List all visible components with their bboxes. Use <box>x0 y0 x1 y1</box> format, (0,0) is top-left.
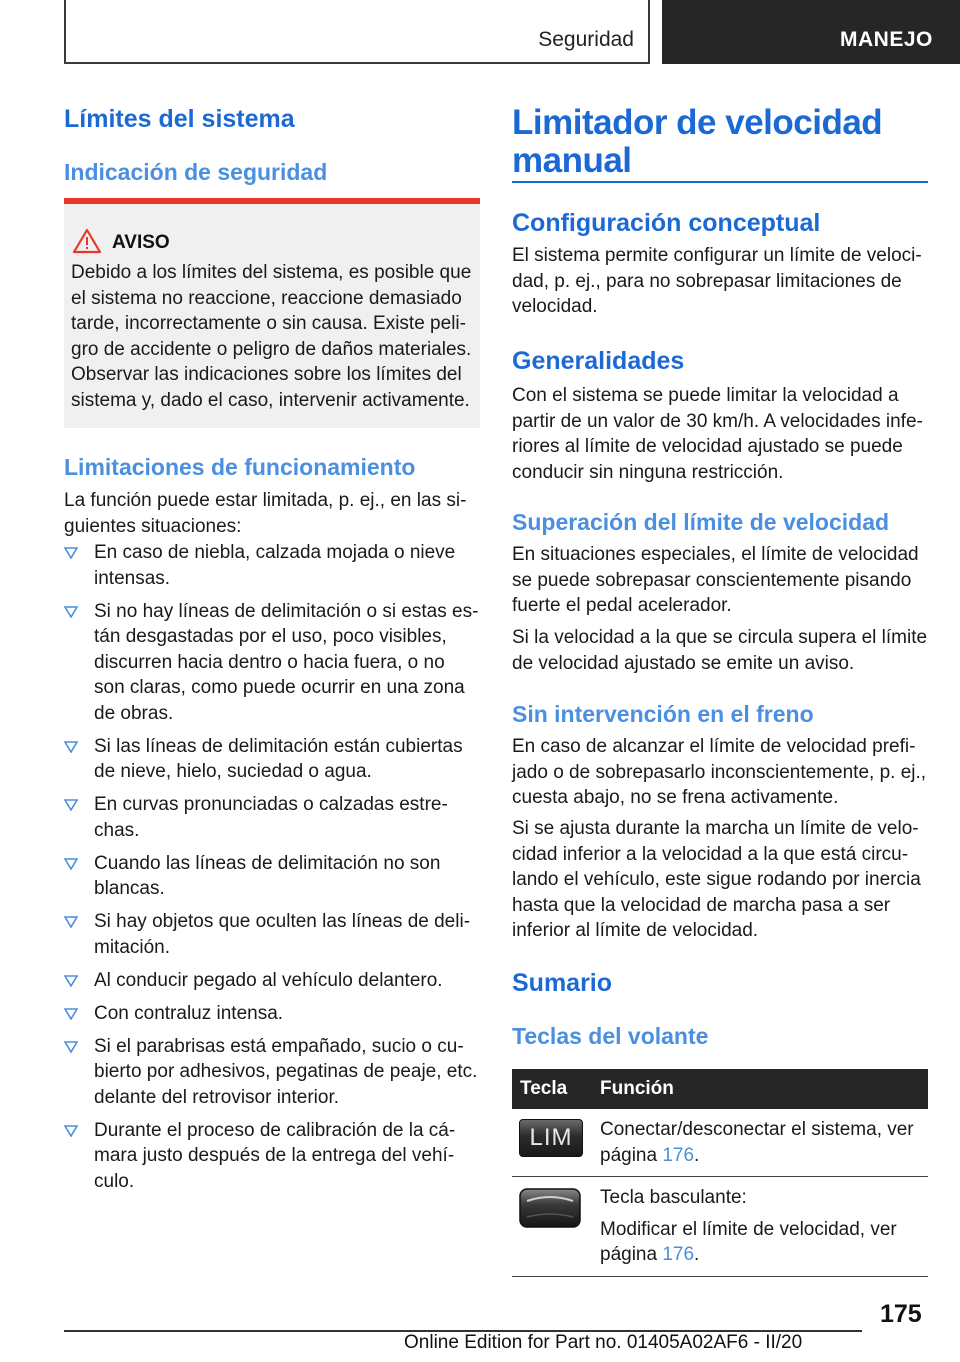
limitations-intro: La función puede estar limitada, p. ej., en las siguientes situaciones: <box>64 490 467 537</box>
exceed-text-1: En situaciones especiales, el límite de velocidad se puede sobrepasar conscientemente pisando fuerte el pedal acelerador. <box>512 544 919 616</box>
header-section-title: Seguridad <box>538 28 634 51</box>
page-link-176[interactable]: 176 <box>662 1244 695 1265</box>
row2-function-text: Modificar el límite de velocidad, ver página <box>600 1218 897 1265</box>
page-link-176[interactable]: 176 <box>662 1144 695 1166</box>
no-brake-text-1: En caso de alcanzar el límite de velocidad prefijado o de sobrepasarlo inconscientemente, p. ej., cuesta abajo, no se frena activamente. <box>512 736 927 808</box>
page-number: 175 <box>880 1300 922 1328</box>
table-header-row <box>512 1069 928 1109</box>
no-brake-text-2: Si se ajusta durante la marcha un límite de velocidad inferior a la velocidad a la que está circulando el vehículo, este sigue rodando por inercia hasta que la velocidad de marcha pasa a ser inferior al límite de velocidad. <box>512 818 921 941</box>
list-item: Durante el proceso de calibración de la cámara justo después de la entrega del vehículo. <box>64 1118 480 1195</box>
table-header-key: Tecla <box>512 1069 592 1109</box>
triangle-bullet-icon <box>64 1125 78 1137</box>
list-item: Si hay objetos que oculten las líneas de delimitación. <box>64 909 480 960</box>
exceed-text-2: Si la velocidad a la que se circula supera el límite de velocidad ajustado se emite un aviso. <box>512 627 928 674</box>
list-item: En curvas pronunciadas o calzadas estrechas. <box>64 792 480 843</box>
list-item: Al conducir pegado al vehículo delantero. <box>64 968 480 994</box>
right-heading-speed-limiter: Limitador de velocidad manual <box>512 103 883 180</box>
concept-text: El sistema permite configurar un límite de velocidad, p. ej., para no sobrepasar limitaciones de velocidad. <box>512 245 922 317</box>
right-heading-summary: Sumario <box>512 969 613 997</box>
triangle-bullet-icon <box>64 1041 78 1053</box>
warning-title: AVISO <box>112 232 170 253</box>
list-item: Cuando las líneas de delimitación no son blancas. <box>64 851 480 902</box>
right-heading-general: Generalidades <box>512 347 685 375</box>
list-item: Con contraluz intensa. <box>64 1001 480 1027</box>
triangle-bullet-icon <box>64 858 78 870</box>
list-item: Si no hay líneas de delimitación o si estas están desgastadas por el uso, poco visibles, discurren hacia dentro o hacia fuera, o no son claras, como puede ocurrir en una zona de obras. <box>64 599 480 727</box>
right-heading-keys: Teclas del volante <box>512 1023 709 1049</box>
right-heading-exceed: Superación del límite de velocidad <box>512 509 890 535</box>
right-heading-no-brake: Sin intervención en el freno <box>512 701 814 727</box>
table-header-function: Función <box>592 1069 928 1109</box>
rocker-switch-icon <box>519 1187 581 1229</box>
left-heading-limitations: Limitaciones de funcionamiento <box>64 454 416 480</box>
list-item: Si el parabrisas está empañado, sucio o cubierto por adhesivos, pegatinas de peaje, etc. delante del retrovisor interior. <box>64 1034 480 1111</box>
row1-function-text: Conectar/desconectar el sistema, ver página <box>600 1119 914 1166</box>
row2-title-text: Tecla basculante: <box>600 1187 747 1208</box>
triangle-bullet-icon <box>64 606 78 618</box>
list-item: En caso de niebla, calzada mojada o nieve intensas. <box>64 540 480 591</box>
triangle-bullet-icon <box>64 547 78 559</box>
table-row: Tecla basculante: Modificar el límite de velocidad, ver página 176. <box>512 1177 928 1277</box>
header-chapter-box <box>662 0 960 64</box>
header-chapter-title: MANEJO <box>840 28 933 51</box>
footer-edition: Online Edition for Part no. 01405A02AF6 - II/20 <box>404 1332 803 1353</box>
warning-text: Debido a los límites del sistema, es posible que el sistema no reaccione, reaccione demasiado tarde, incorrectamente o sin causa. Existe peligro de accidente o peligro de daños materiales. Observar las indicaciones sobre los límites del sistema y, dado el caso, intervenir activamente. <box>71 262 472 411</box>
keys-table <box>512 1069 928 1277</box>
left-heading-system-limits: Límites del sistema <box>64 105 295 133</box>
table-row: LIM Conectar/desconectar el sistema, ver página 176. <box>512 1109 928 1177</box>
warning-triangle-icon <box>72 228 102 254</box>
warning-box <box>64 198 480 428</box>
triangle-bullet-icon <box>64 799 78 811</box>
limitations-list <box>64 540 480 1202</box>
triangle-bullet-icon <box>64 975 78 987</box>
triangle-bullet-icon <box>64 916 78 928</box>
right-heading-concept: Configuración conceptual <box>512 209 821 237</box>
left-heading-safety: Indicación de seguridad <box>64 159 328 185</box>
triangle-bullet-icon <box>64 741 78 753</box>
lim-button-icon: LIM <box>519 1119 583 1157</box>
general-text: Con el sistema se puede limitar la velocidad a partir de un valor de 30 km/h. A velocidades inferiores al límite de velocidad ajustado se puede conducir sin ninguna restricción. <box>512 385 923 483</box>
header-section-box <box>64 0 650 64</box>
triangle-bullet-icon <box>64 1008 78 1020</box>
heading-rule <box>512 181 928 183</box>
list-item: Si las líneas de delimitación están cubiertas de nieve, hielo, suciedad o agua. <box>64 734 480 785</box>
